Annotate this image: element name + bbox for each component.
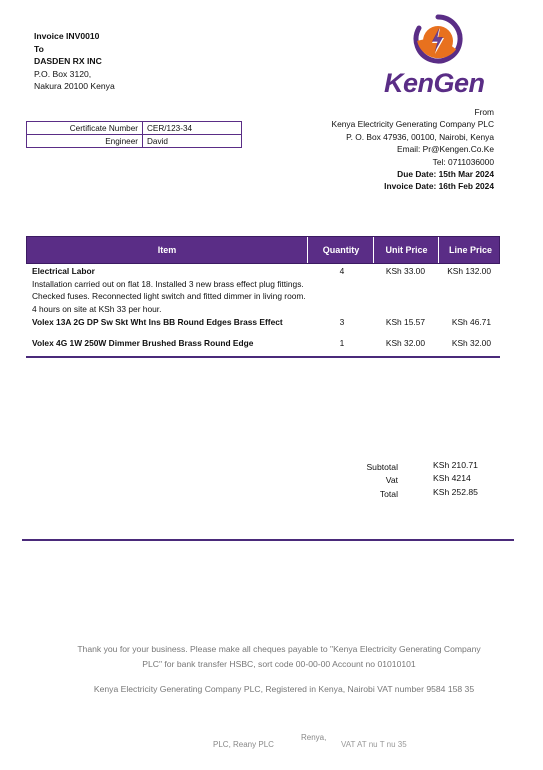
registration-note: Kenya Electricity Generating Company PLC, Registered in Kenya, Nairobi VAT number 9584 158 35 (93, 684, 475, 694)
item-title: Volex 4G 1W 250W Dimmer Brushed Brass Round Edge (32, 338, 254, 348)
items-table-header (26, 236, 500, 264)
item-title: Electrical Labor (32, 266, 95, 276)
item-line-price: KSh 132.00 (447, 266, 491, 276)
kengen-logo (382, 14, 498, 104)
item-unit-price: KSh 33.00 (385, 266, 425, 276)
certificate-number-label: Certificate Number (27, 122, 143, 135)
item-quantity: 4 (339, 266, 345, 276)
item-cell (32, 265, 308, 315)
from-email: Email: Pr@Kengen.Co.Ke (397, 144, 494, 155)
certificate-table (26, 121, 242, 148)
kengen-logo-icon (413, 14, 463, 66)
item-quantity: 3 (339, 317, 345, 327)
from-block (332, 106, 494, 193)
vat-label: Vat (385, 475, 398, 486)
thank-you-note: Thank you for your business. Please make all cheques payable to "Kenya Electricity Generating Company PLC" for bank transfer HSBC, sort code 00-00-00 Account no 01010101 (77, 644, 481, 669)
engineer-value: David (143, 135, 242, 148)
item-unit-price: KSh 15.57 (385, 317, 425, 327)
table-bottom-rule (26, 356, 500, 358)
engineer-label: Engineer (27, 135, 143, 148)
subtotal-value: KSh 210.71 (433, 460, 478, 470)
table-row (32, 337, 502, 351)
to-label: To (34, 43, 44, 54)
header-item: Item (157, 245, 177, 255)
engineer-row (27, 135, 242, 148)
item-unit-price: KSh 32.00 (385, 338, 425, 348)
from-company: Kenya Electricity Generating Company PLC (331, 119, 494, 130)
invoice-number: Invoice INV0010 (34, 31, 100, 41)
ghost-text-a: Renya, (301, 733, 327, 742)
from-tel: Tel: 0711036000 (432, 156, 494, 167)
certificate-number-value: CER/123-34 (143, 122, 242, 135)
ghost-text-b: PLC, Reany PLC (213, 740, 274, 749)
footer-rule (22, 539, 514, 541)
totals-values (433, 459, 478, 499)
total-label: Total (379, 488, 398, 499)
kengen-wordmark: KenGen (384, 68, 485, 98)
totals-labels (350, 461, 398, 501)
customer-name: DASDEN RX INC (34, 56, 102, 67)
due-date: Due Date: 15th Mar 2024 (397, 169, 494, 180)
item-line-price: KSh 32.00 (451, 338, 491, 348)
item-title: Volex 13A 2G DP Sw Skt Wht Ins BB Round Edges Brass Effect (32, 317, 283, 327)
item-line-price: KSh 46.71 (451, 317, 491, 327)
total-value: KSh 252.85 (433, 486, 478, 497)
item-description: Installation carried out on flat 18. Installed 3 new brass effect plug fittings. Checked fuses. Reconnected light switch and fitted dimmer in living room. 4 hours on site at KSh 33 per hour. (32, 278, 306, 314)
bill-to-block (34, 30, 115, 93)
item-quantity: 1 (339, 338, 345, 348)
customer-address-2: Nakura 20100 Kenya (34, 81, 115, 92)
table-row (32, 316, 502, 330)
from-address: P. O. Box 47936, 00100, Nairobi, Kenya (346, 131, 494, 142)
header-line-price: Line Price (438, 237, 502, 263)
invoice-date: Invoice Date: 16th Feb 2024 (384, 181, 494, 192)
subtotal-label: Subtotal (366, 462, 398, 472)
ghost-text-c: VAT AT nu T nu 35 (341, 740, 407, 749)
customer-address-1: P.O. Box 3120, (34, 68, 92, 79)
header-unit-price: Unit Price (373, 237, 439, 263)
certificate-row (27, 122, 242, 135)
table-row (32, 265, 502, 315)
from-label: From (474, 107, 494, 117)
vat-value: KSh 4214 (433, 473, 471, 484)
header-quantity: Quantity (307, 237, 374, 263)
